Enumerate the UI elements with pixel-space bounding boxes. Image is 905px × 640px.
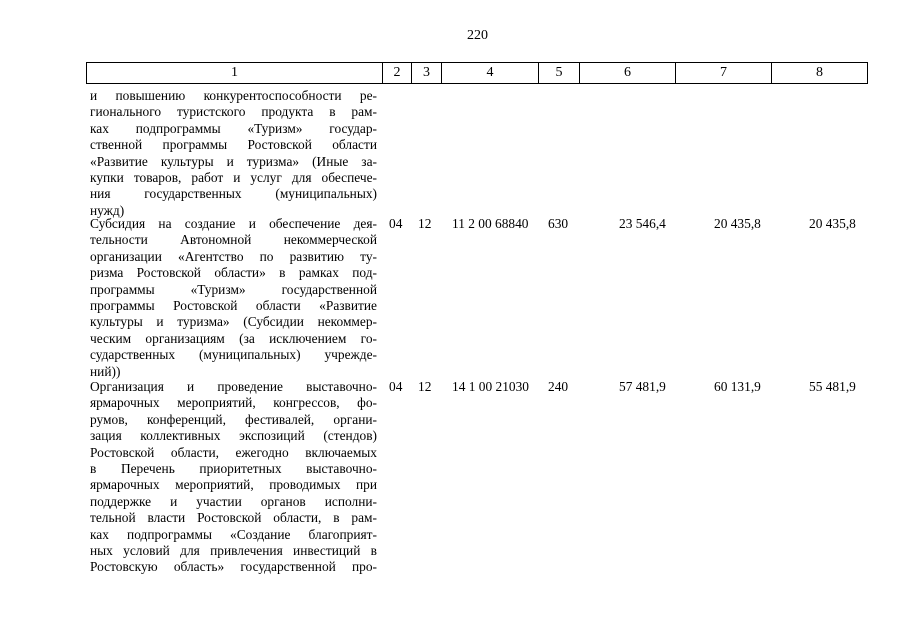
column-header-row <box>87 63 868 84</box>
description-line: Ростовской области, ежегодно включаемых <box>90 444 377 460</box>
description-line: ках подпрограммы «Туризм» государ- <box>90 120 377 136</box>
description-line: румов, конференций, фестивалей, органи- <box>90 411 377 427</box>
description-line: тельной власти Ростовской области, в рам- <box>90 510 377 526</box>
description-line: ческим организациям (за исключением го- <box>90 330 377 346</box>
description-line: купки товаров, работ и услуг для обеспече- <box>90 170 377 186</box>
description-line: культуры и туризма» (Субсидии некоммер- <box>90 314 377 330</box>
page-number: 220 <box>467 28 488 43</box>
cell-subsection: 12 <box>418 216 432 231</box>
row-description <box>90 88 377 219</box>
description-line: организации «Агентство по развитию ту- <box>90 248 377 264</box>
column-header-8: 8 <box>772 63 868 84</box>
column-header-7: 7 <box>676 63 772 84</box>
description-line: гионального туристского продукта в рам- <box>90 104 377 120</box>
column-header-6: 6 <box>580 63 676 84</box>
cell-expense-type: 240 <box>548 379 569 394</box>
column-header-2: 2 <box>383 63 412 84</box>
description-line: в Перечень приоритетных выставочно- <box>90 461 377 477</box>
description-line: ных условий для привлечения инвестиций в <box>90 543 377 559</box>
column-header-3: 3 <box>412 63 442 84</box>
description-line: ках подпрограммы «Создание благоприят- <box>90 526 377 542</box>
description-line: ярмарочных мероприятий, конгрессов, фо- <box>90 395 377 411</box>
description-line: поддержке и участии органов исполни- <box>90 493 377 509</box>
cell-section: 04 <box>389 216 403 231</box>
description-line: ярмарочных мероприятий, проводимых при <box>90 477 377 493</box>
column-header-5: 5 <box>539 63 580 84</box>
description-line: программы Ростовской области «Развитие <box>90 298 377 314</box>
description-line: и повышению конкурентоспособности ре- <box>90 88 377 103</box>
cell-amount-col7: 60 131,9 <box>714 379 761 394</box>
cell-expense-type: 630 <box>548 216 569 231</box>
cell-amount-col8: 20 435,8 <box>809 216 856 231</box>
description-line: нужд) <box>90 202 125 218</box>
description-line: сударственных (муниципальных) учрежде- <box>90 347 377 363</box>
description-line: ственной программы Ростовской области <box>90 137 377 153</box>
description-line: Организация и проведение выставочно- <box>90 379 377 394</box>
description-line: ризма Ростовской области» в рамках под- <box>90 265 377 281</box>
row-description <box>90 379 377 576</box>
description-line: ния государственных (муниципальных) <box>90 186 377 202</box>
cell-section: 04 <box>389 379 403 394</box>
description-line: программы «Туризм» государственной <box>90 281 377 297</box>
description-line: «Развитие культуры и туризма» (Иные за- <box>90 153 377 169</box>
cell-amount-col6: 23 546,4 <box>619 216 666 231</box>
column-header-1: 1 <box>87 63 383 84</box>
description-line: тельности Автономной некоммерческой <box>90 232 377 248</box>
column-header-4: 4 <box>442 63 539 84</box>
column-header-table <box>86 62 868 84</box>
cell-target-article: 11 2 00 68840 <box>452 216 529 231</box>
description-line: зация коллективных экспозиций (стендов) <box>90 428 377 444</box>
row-description <box>90 216 377 380</box>
description-line: Субсидия на создание и обеспечение дея- <box>90 216 377 231</box>
cell-amount-col8: 55 481,9 <box>809 379 856 394</box>
cell-target-article: 14 1 00 21030 <box>452 379 529 394</box>
description-line: ний)) <box>90 363 121 379</box>
cell-subsection: 12 <box>418 379 432 394</box>
cell-amount-col7: 20 435,8 <box>714 216 761 231</box>
cell-amount-col6: 57 481,9 <box>619 379 666 394</box>
description-line: Ростовскую область» государственной про- <box>90 559 377 575</box>
